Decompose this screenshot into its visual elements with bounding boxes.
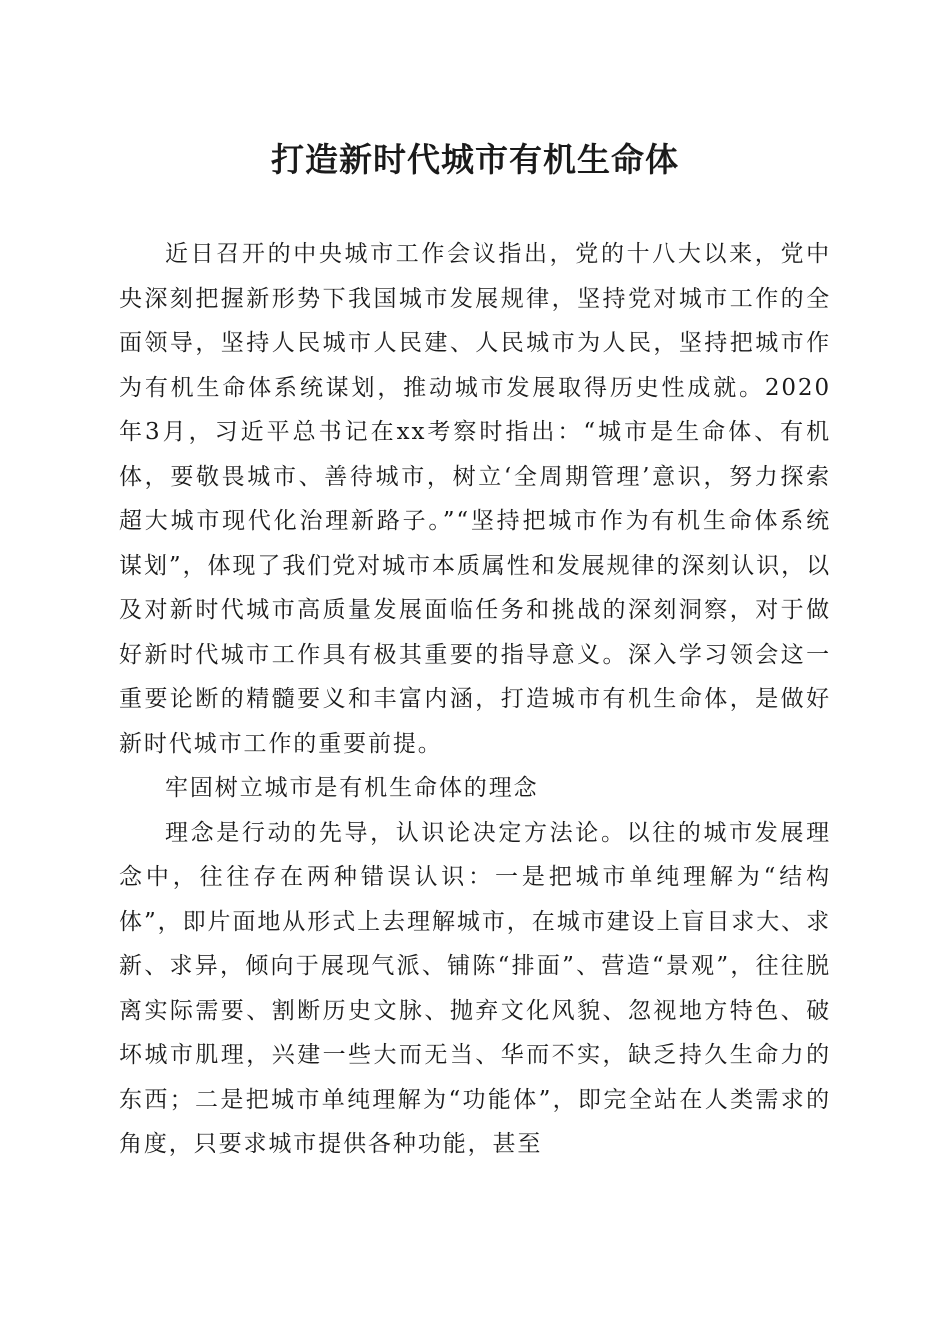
section-heading: 牢固树立城市是有机生命体的理念 [165,775,539,801]
document-title: 打造新时代城市有机生命体 [271,140,679,179]
paragraph-intro: 近日召开的中央城市工作会议指出，党的十八大以来，党中央深刻把握新形势下我国城市发展规律，坚持党对城市工作的全面领导，坚持人民城市人民建、人民城市为人民，坚持把城市作为有机生命体系统谋划，推动城市发展取得历史性成就。2020年3月，习近平总书记在xx考察时指出：“城市是生命体、有机体，要敬畏城市、善待城市，树立‘全周期管理’意识，努力探索超大城市现代化治理新路子。”“坚持把城市作为有机生命体系统谋划”，体现了我们党对城市本质属性和发展规律的深刻认识，以及对新时代城市高质量发展面临任务和挑战的深刻洞察，对于做好新时代城市工作具有极其重要的指导意义。深入学习领会这一重要论断的精髓要义和丰富内涵，打造城市有机生命体，是做好新时代城市工作的重要前提。 [119,241,831,757]
paragraph-concept: 理念是行动的先导，认识论决定方法论。以往的城市发展理念中，往往存在两种错误认识：一是把城市单纯理解为“结构体”，即片面地从形式上去理解城市，在城市建设上盲目求大、求新、求异，倾向于展现气派、铺陈“排面”、营造“景观”，往往脱离实际需要、割断历史文脉、抛弃文化风貌、忽视地方特色、破坏城市肌理，兴建一些大而无当、华而不实，缺乏持久生命力的东西；二是把城市单纯理解为“功能体”，即完全站在人类需求的角度，只要求城市提供各种功能，甚至 [119,819,831,1157]
document-body [119,232,831,1167]
